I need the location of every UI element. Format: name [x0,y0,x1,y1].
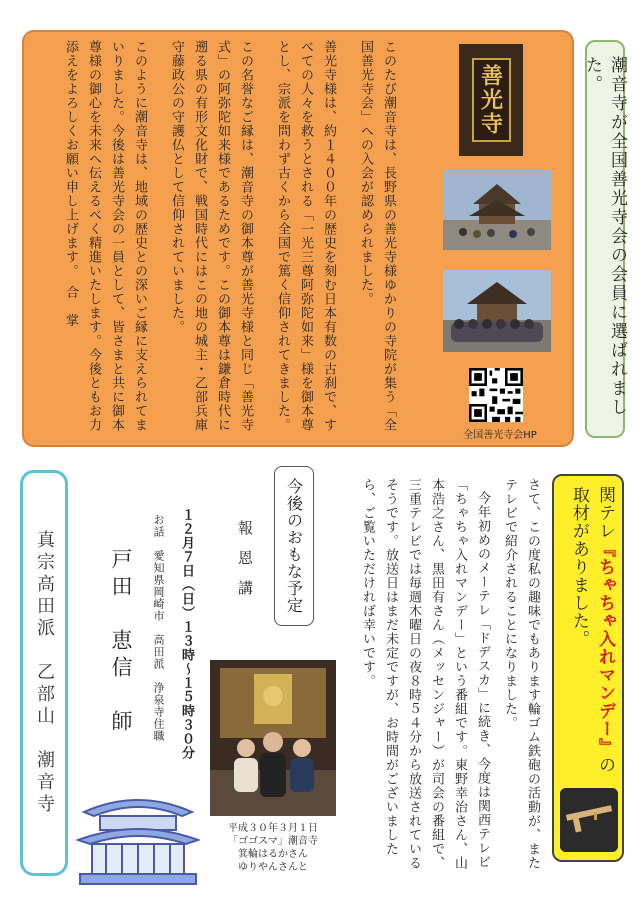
main-title: 潮音寺が全国善光寺会の会員に選ばれました。 [582,56,627,417]
zenkoji-article [32,40,400,440]
gogosma-caption [200,822,346,874]
gogosma-caption-line3: 箕輪はるかさん [238,849,308,860]
zenkoji-paragraph-3: この名誉なご縁は、潮音寺の御本尊が善光寺様と同じ「善光寺式」の阿弥陀如来様であるためです。この御本尊は鎌倉時代に遡る県の有形文化財で、戦国時代にはこの地の城主・乙部兵庫守藤政公の守護仏として信仰されていました。 [169,40,253,432]
schedule-heading: 今後のおもな予定 [284,478,304,614]
gogosma-caption-line2: 「ゴゴスマ」潮音寺 [228,836,318,847]
tv-title-suffix: の [595,756,615,774]
gogosma-caption-line1: 平成３０年３月１日 [228,823,318,834]
schedule-speaker-label: お話 愛知県岡崎市 高田派 浄泉寺住職 [152,514,165,742]
temple-photo-1-image [443,170,551,250]
qr-code-icon [469,368,523,422]
rubber-band-gun-icon [560,788,618,852]
temple-illustration [76,778,200,888]
rubber-band-gun-photo [560,788,618,852]
zenkoji-paragraph-2: 善光寺様は、約１４００年の歴史を刻む日本有数の古刹で、すべての人々を救うとされる「一光三尊阿弥陀如来」様を御本尊とし、宗派を問わず古くから全国で篤く信仰されてきました。 [275,40,336,432]
gogosma-photo-image [210,660,336,816]
gogosma-photo [210,660,336,816]
zenkoji-hp-qr-code[interactable] [469,368,523,422]
tv-title-prefix: 関テレ [595,486,615,540]
zenkoji-temple-photo-2 [443,270,551,352]
zenkoji-temple-photo-1 [443,170,551,250]
gogosma-caption-line4: ゆりやんさんと [238,862,308,873]
tv-title-line2: 取材がありました。 [569,486,589,648]
tv-article [344,478,544,870]
zenkoji-paragraph-1: このたび潮音寺は、長野県の善光寺様ゆかりの寺院が集う「全国善光寺会」への入会が認められました。 [358,40,396,432]
tv-paragraph-2: 今年初めのメーテレ「ドデスカ」に続き、今度は関西テレビ「ちゃちゃ入れマンデー」という番組です。東野幸治さん、山本浩之さん、黒田有さん（メッセンジャー）が司会の番組で、三重テレビでは毎週木曜日の夜８時５４分から放送されているそうです。放送日はまだ未定ですが、お時間がございましたら、ご覧いただければ幸いです。 [360,478,490,870]
schedule-event: 報 恩 講 [236,520,254,595]
zenkoji-paragraph-4: このように潮音寺は、地域の歴史との深いご縁に支えられてまいりました。今後は善光寺会の一員として、皆さまと共に御本尊様の御心を未来へ伝えるべく精進いたします。今後ともお力添えをよろしくお願い申し上げます。 合 掌 [63,40,147,432]
plaque-text: 善光寺 [472,58,511,142]
temple-name-box [20,470,68,876]
temple-photo-2-image [443,270,551,352]
schedule-heading-box [274,466,314,626]
schedule-speaker-name: 戸田 恵信 師 [109,548,133,737]
main-title-box [582,40,627,438]
tv-paragraph-1: さて、この度私の趣味でもあります輪ゴム鉄砲の活動が、またテレビで紹介されることになりました。 [502,478,540,870]
temple-building-icon [76,778,200,888]
schedule-date: １２月７日（日）１３時～１５時３０分 [179,508,194,760]
temple-name: 真宗高田派 乙部山 潮音寺 [34,530,55,816]
tv-title [560,486,618,786]
zenkoji-plaque-photo [459,44,523,156]
zenkoji-hp-caption: 全国善光寺会HP [463,430,537,441]
tv-title-show: 『ちゃちゃ入れマンデー』 [595,540,615,756]
